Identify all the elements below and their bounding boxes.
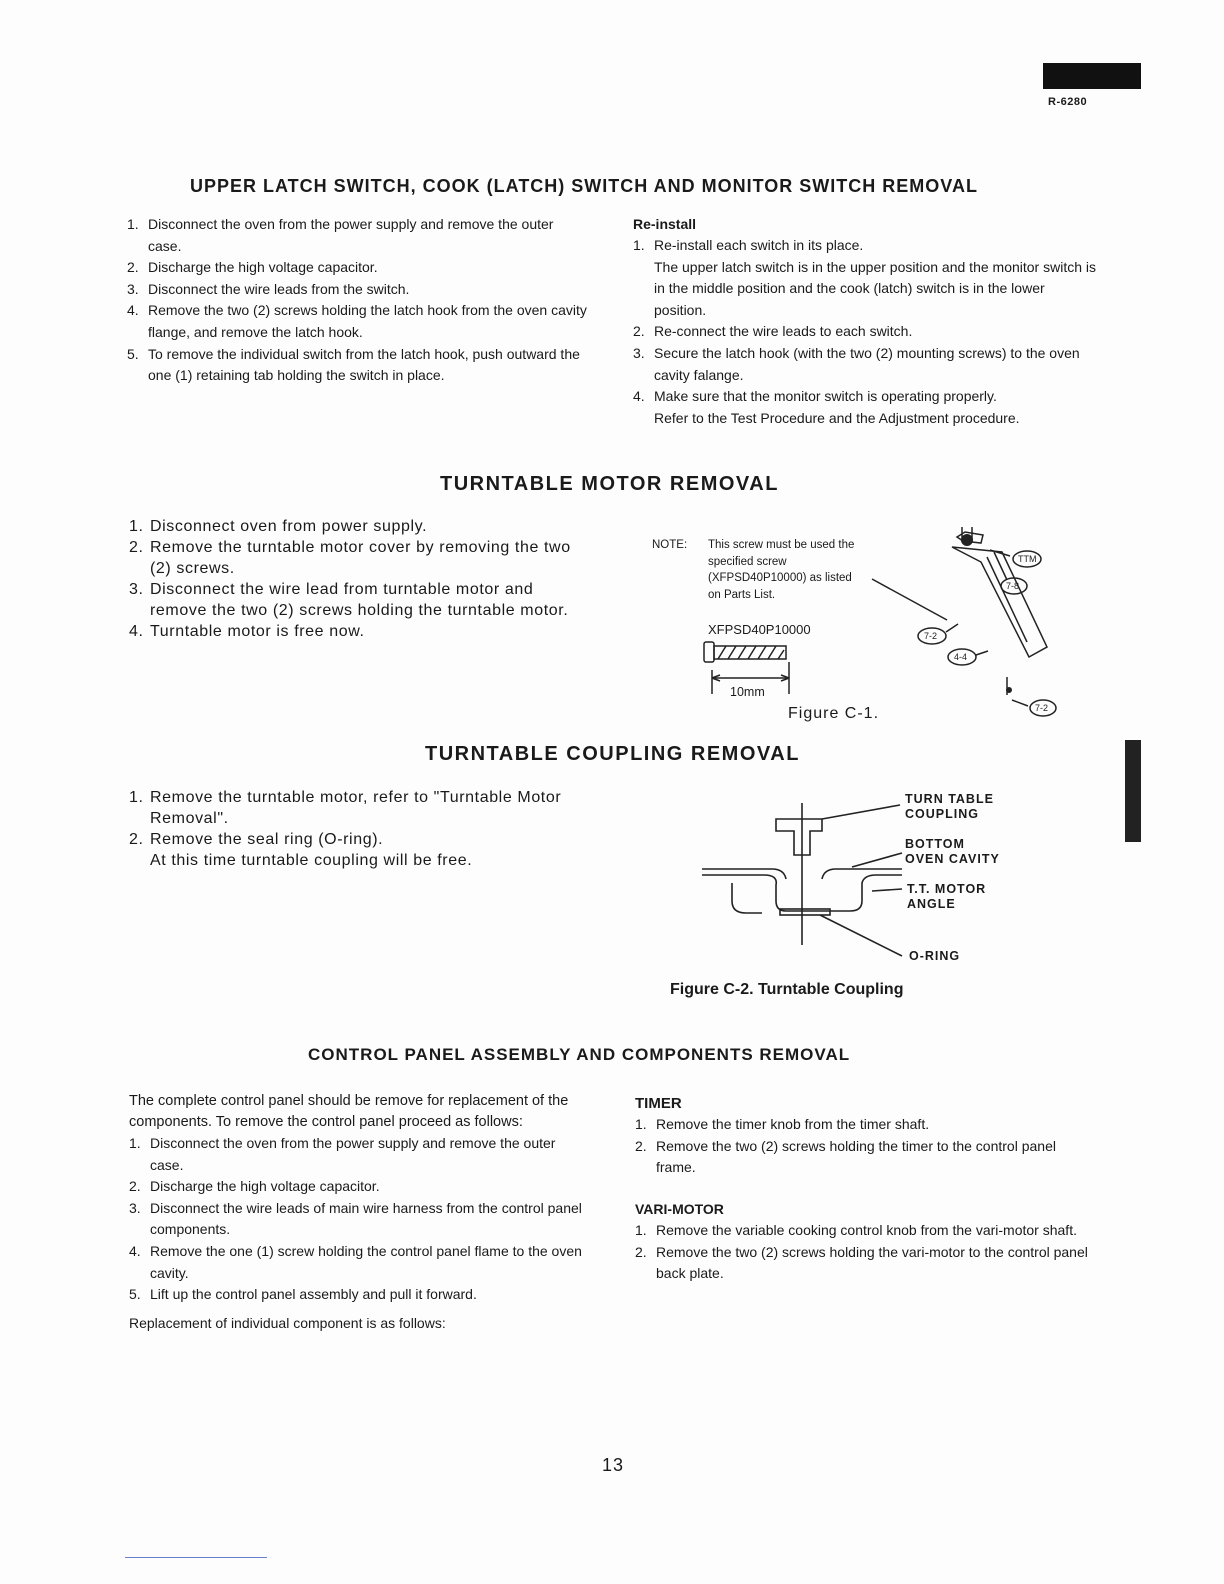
- tag-7-2-a: 7-2: [924, 631, 938, 641]
- section-title-control-panel: CONTROL PANEL ASSEMBLY AND COMPONENTS REMOVAL: [308, 1045, 851, 1064]
- label-turntable-coupling: TURN TABLE COUPLING: [905, 792, 994, 821]
- list-item: 2. Remove the two (2) screws holding the vari-motor to the control panel back plate.: [635, 1243, 1088, 1282]
- reinstall-block: [633, 214, 1097, 429]
- control-panel-block: [129, 1091, 589, 1334]
- list-item: 2. Discharge the high voltage capacitor.: [129, 1178, 380, 1195]
- list-item: 2. Remove the turntable motor cover by removing the two (2) screws.: [129, 539, 571, 577]
- note-label: NOTE:: [652, 539, 688, 551]
- list-item: 1. Disconnect oven from power supply.: [129, 518, 428, 535]
- list-item: 3. Disconnect the wire leads of main wire harness from the control panel components.: [129, 1199, 582, 1238]
- timer-block: [635, 1093, 1099, 1179]
- figure-c1: [652, 522, 1072, 722]
- bottom-rule: [125, 1557, 267, 1558]
- list-item: 3. Disconnect the wire leads from the switch.: [127, 280, 410, 297]
- list-item: 5. Lift up the control panel assembly and pull it forward.: [129, 1286, 477, 1303]
- list-item: 2. Remove the seal ring (O-ring). At this time turntable coupling will be free.: [129, 831, 473, 869]
- turntable-motor-steps: [129, 516, 587, 642]
- list-item: 3. Disconnect the wire lead from turntable motor and remove the two (2) screws holding the turntable motor.: [129, 581, 569, 619]
- screw-length: 10mm: [730, 685, 765, 699]
- turntable-coupling-steps: [129, 787, 589, 871]
- list-item: 4. Turntable motor is free now.: [129, 623, 365, 640]
- model-number: R-6280: [1048, 96, 1088, 108]
- list-item: 1. Disconnect the oven from the power supply and remove the outer case.: [129, 1135, 556, 1173]
- figure-c1-caption: Figure C-1.: [788, 705, 880, 722]
- page-number: 13: [602, 1455, 625, 1475]
- list-item: 1. Disconnect the oven from the power supply and remove the outer case.: [127, 216, 554, 254]
- list-item: 2. Re-connect the wire leads to each switch.: [633, 323, 913, 340]
- control-panel-outro: Replacement of individual component is as follows:: [129, 1314, 446, 1331]
- list-item: 2. Remove the two (2) screws holding the timer to the control panel frame.: [635, 1137, 1056, 1176]
- control-panel-intro: The complete control panel should be remove for replacement of the components. To remove the control panel proceed as follows:: [129, 1093, 569, 1130]
- header-black-tab: [1043, 63, 1141, 89]
- section-title-turntable-coupling: TURNTABLE COUPLING REMOVAL: [425, 743, 800, 765]
- list-item: 2. Discharge the high voltage capacitor.: [127, 259, 378, 276]
- label-o-ring: O-RING: [909, 949, 961, 963]
- edge-index-tab: [1125, 740, 1141, 842]
- timer-title: TIMER: [635, 1095, 682, 1112]
- vari-motor-title: VARI-MOTOR: [635, 1201, 724, 1217]
- label-tt-motor-angle: T.T. MOTOR ANGLE: [907, 882, 987, 911]
- screw-part-number: XFPSD40P10000: [708, 622, 811, 637]
- tag-7-8: 7-8: [1006, 581, 1020, 591]
- note-text: This screw must be used the specified screw (XFPSD40P10000) as listed on Parts List.: [708, 539, 855, 601]
- list-item: 1. Re-install each switch in its place. The upper latch switch is in the upper position and the monitor switch is in the middle position and the cook (latch) switch is in the lower position.: [633, 237, 1097, 318]
- section-title-latch-switch: UPPER LATCH SWITCH, COOK (LATCH) SWITCH AND MONITOR SWITCH REMOVAL: [190, 176, 978, 196]
- turntable-motor-diagram: [652, 522, 1072, 722]
- list-item: 3. Secure the latch hook (with the two (2) mounting screws) to the oven cavity falange.: [633, 344, 1080, 383]
- figure-c2: [702, 783, 1022, 973]
- list-item: 1. Remove the turntable motor, refer to "Turntable Motor Removal".: [129, 789, 562, 827]
- tag-4-4: 4-4: [954, 652, 968, 662]
- figure-c2-caption: Figure C-2. Turntable Coupling: [670, 981, 904, 998]
- list-item: 5. To remove the individual switch from the latch hook, push outward the one (1) retaining tab holding the switch in place.: [127, 345, 580, 384]
- section-title-turntable-motor: TURNTABLE MOTOR REMOVAL: [440, 473, 779, 495]
- list-item: 1. Remove the timer knob from the timer shaft.: [635, 1116, 930, 1132]
- vari-motor-block: [635, 1199, 1099, 1285]
- list-item: 4. Remove the two (2) screws holding the latch hook from the oven cavity flange, and remove the latch hook.: [127, 302, 587, 340]
- latch-steps: [127, 214, 589, 387]
- list-item: 4. Remove the one (1) screw holding the control panel flame to the oven cavity.: [129, 1242, 582, 1281]
- list-item: 1. Remove the variable cooking control knob from the vari-motor shaft.: [635, 1222, 1077, 1238]
- tag-ttm: TTM: [1018, 554, 1037, 564]
- label-bottom-oven-cavity: BOTTOM OVEN CAVITY: [905, 837, 1000, 866]
- reinstall-title: Re-install: [633, 216, 697, 232]
- tag-7-2-b: 7-2: [1035, 703, 1049, 713]
- list-item: 4. Make sure that the monitor switch is operating properly. Refer to the Test Procedure and the Adjustment procedure.: [633, 388, 1020, 426]
